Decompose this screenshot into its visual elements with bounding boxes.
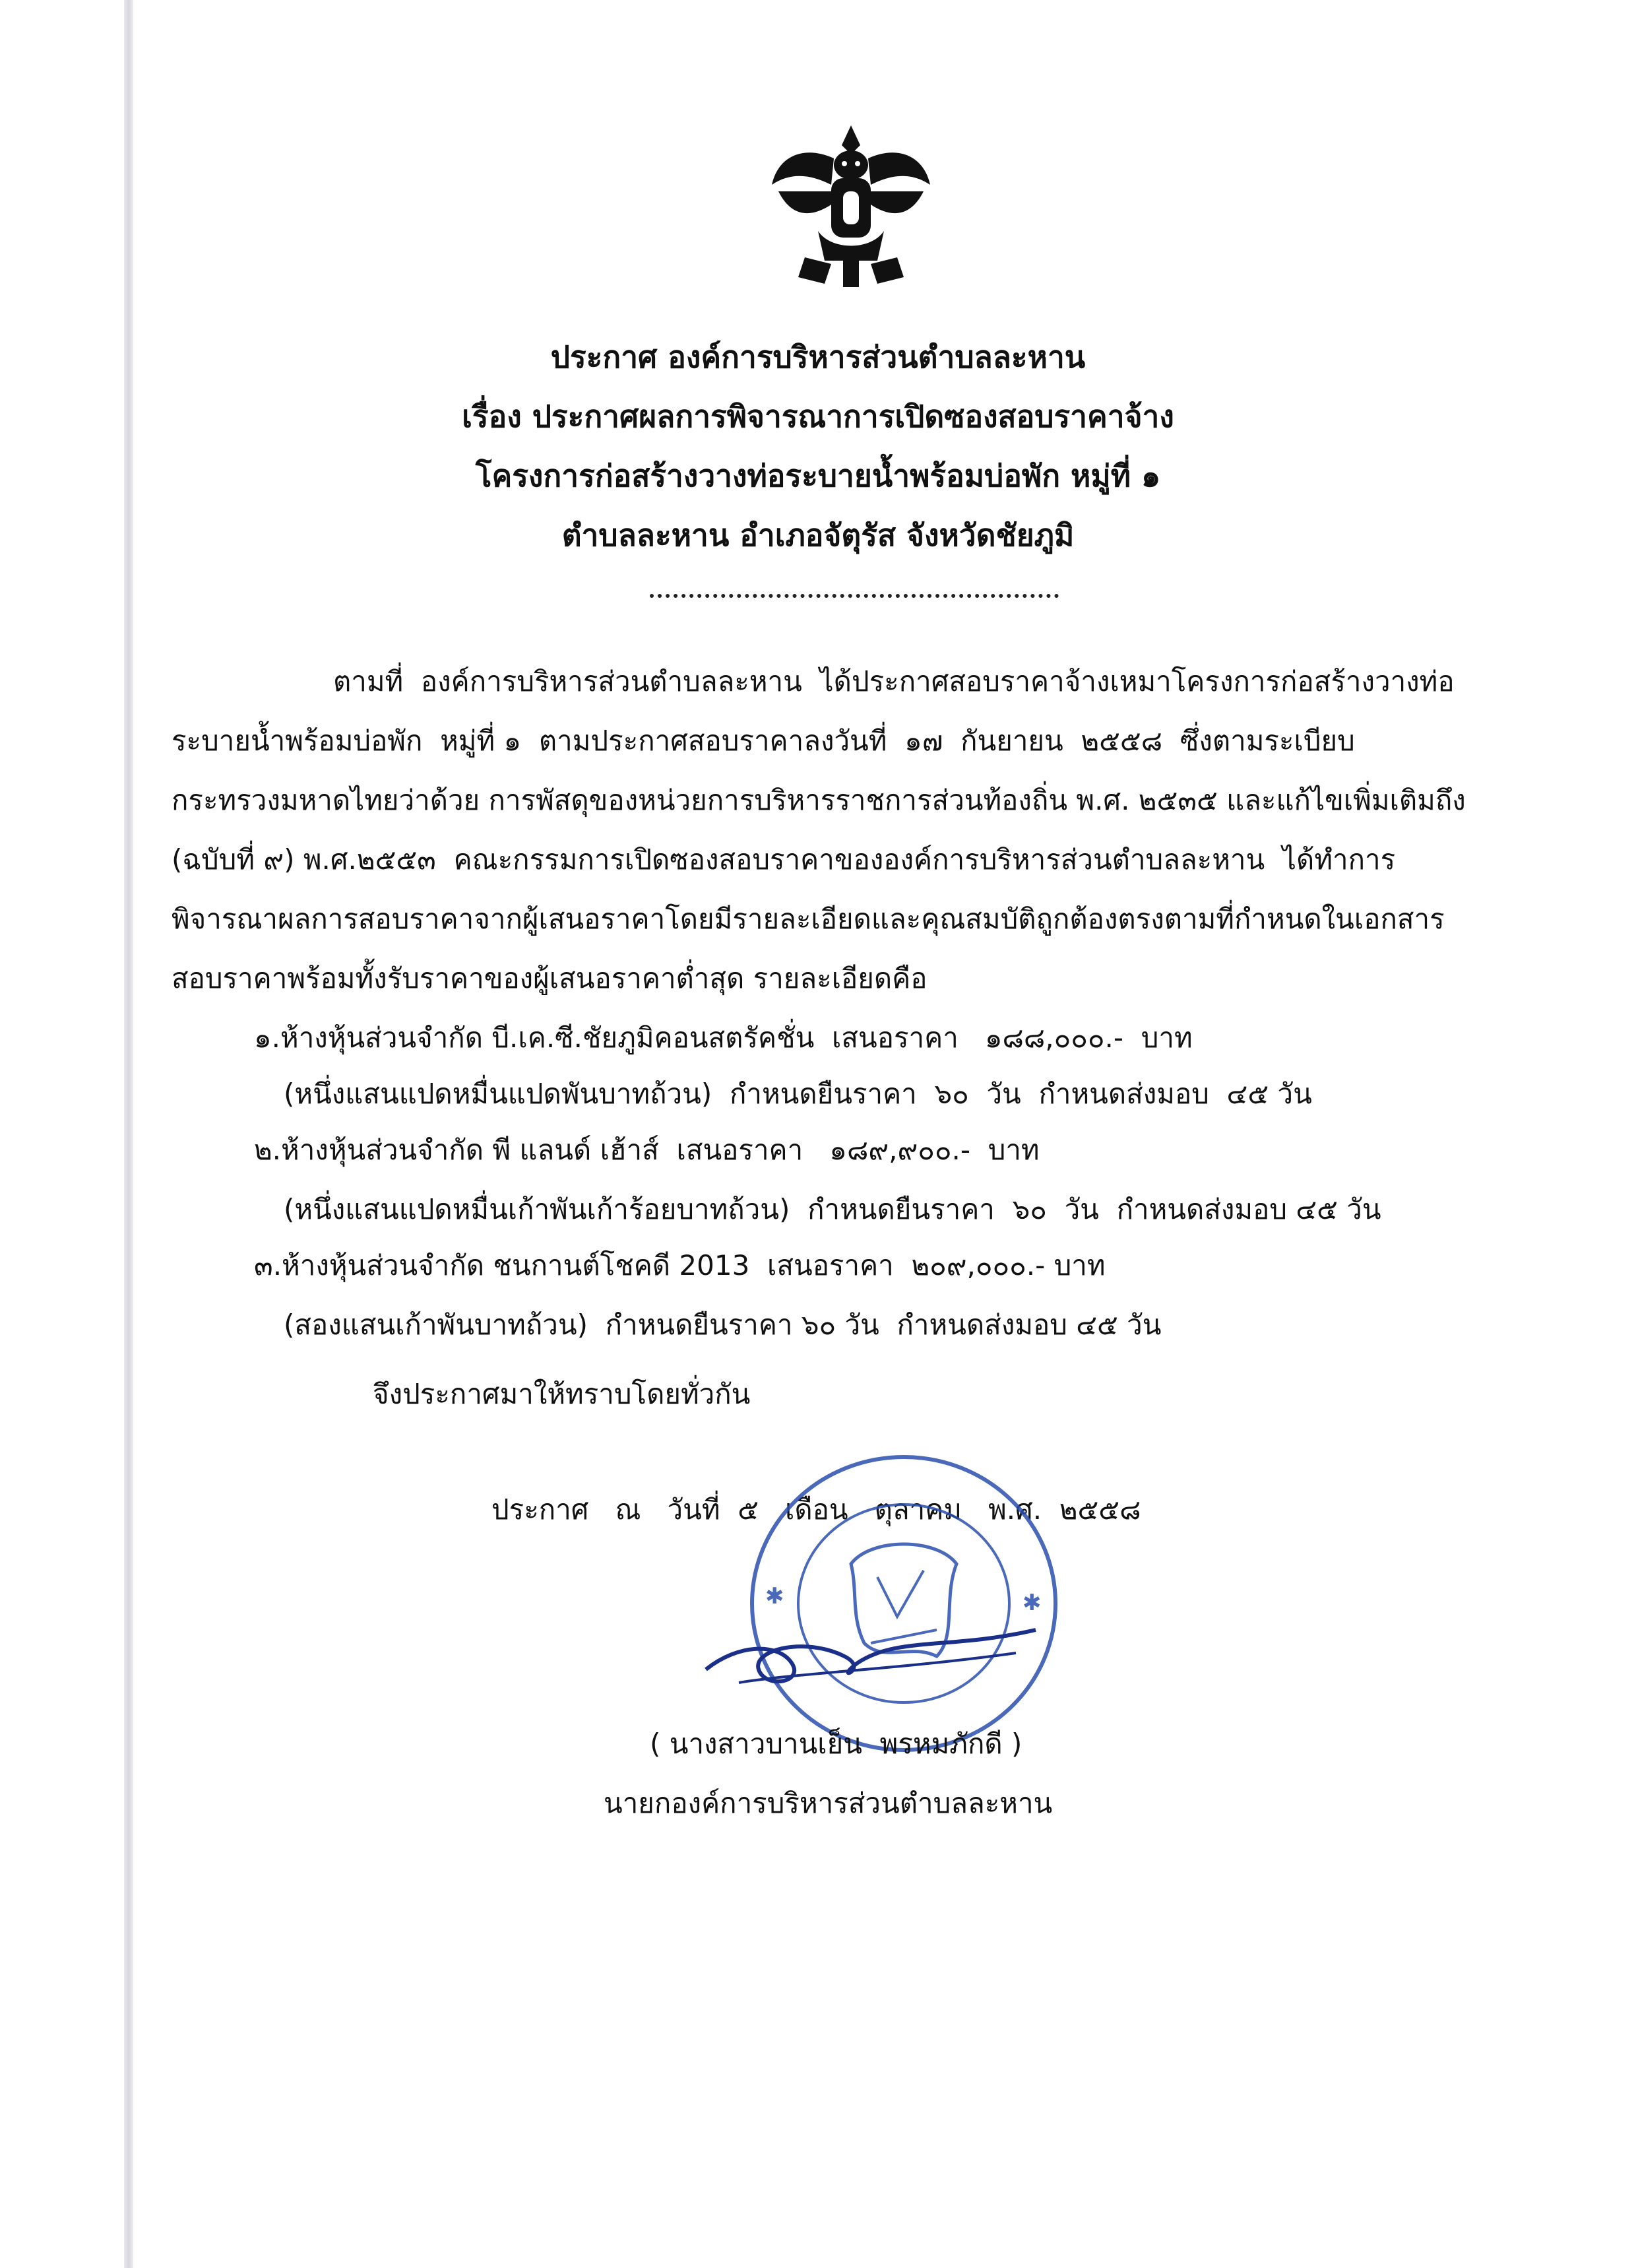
- handwritten-signature: [699, 1617, 1042, 1709]
- bid-item: ๑.ห้างหุ้นส่วนจำกัด บี.เค.ซี.ชัยภูมิคอนสตรัคชั่น เสนอราคา ๑๘๘,๐๐๐.- บาท: [254, 1021, 1193, 1054]
- announcement-heading: ประกาศ องค์การบริหารส่วนตำบลละหาน: [550, 339, 1086, 375]
- bid-detail: (หนึ่งแสนแปดหมื่นแปดพันบาทถ้วน) กำหนดยืนราคา ๖๐ วัน กำหนดส่งมอบ ๔๕ วัน: [284, 1078, 1312, 1110]
- garuda-emblem-icon: [765, 119, 937, 290]
- body-paragraph-line: ระบายน้ำพร้อมบ่อพัก หมู่ที่ ๑ ตามประกาศสอบราคาลงวันที่ ๑๗ กันยายน ๒๕๕๘ ซึ่งตามระเบียบ: [172, 725, 1355, 757]
- bid-detail: (หนึ่งแสนแปดหมื่นเก้าพันเก้าร้อยบาทถ้วน) กำหนดยืนราคา ๖๐ วัน กำหนดส่งมอบ ๔๕ วัน: [284, 1193, 1381, 1225]
- official-seal-icon: [739, 1445, 1069, 1762]
- subject-heading: เรื่อง ประกาศผลการพิจารณาการเปิดซองสอบราคาจ้าง: [462, 399, 1174, 434]
- bid-item: ๒.ห้างหุ้นส่วนจำกัด พี แลนด์ เฮ้าส์ เสนอราคา ๑๘๙,๙๐๐.- บาท: [254, 1134, 1040, 1166]
- signer-title: นายกองค์การบริหารส่วนตำบลละหาน: [604, 1787, 1053, 1819]
- svg-text:✱: ✱: [765, 1583, 784, 1609]
- announcement-date: ประกาศ ณ วันที่ ๕ เดือน ตุลาคม พ.ศ. ๒๕๕๘: [491, 1493, 1141, 1526]
- body-paragraph-line: กระทรวงมหาดไทยว่าด้วย การพัสดุของหน่วยการบริหารราชการส่วนท้องถิ่น พ.ศ. ๒๕๓๕ และแก้ไขเพิ่มเติมถึง: [172, 784, 1466, 816]
- location-heading: ตำบลละหาน อำเภอจัตุรัส จังหวัดชัยภูมิ: [561, 517, 1075, 553]
- body-paragraph-line: พิจารณาผลการสอบราคาจากผู้เสนอราคาโดยมีรายละเอียดและคุณสมบัติถูกต้องตรงตามที่กำหนดในเอกสาร: [172, 903, 1445, 935]
- body-paragraph-line: (ฉบับที่ ๙) พ.ศ.๒๕๕๓ คณะกรรมการเปิดซองสอบราคาขององค์การบริหารส่วนตำบลละหาน ได้ทำการ: [172, 843, 1396, 876]
- signer-name: ( นางสาวบานเย็น พรหมภักดี ): [650, 1728, 1022, 1760]
- bid-item: ๓.ห้างหุ้นส่วนจำกัด ชนกานต์โชคดี 2013 เสนอราคา ๒๐๙,๐๐๐.- บาท: [254, 1249, 1106, 1281]
- closing-statement: จึงประกาศมาให้ทราบโดยทั่วกัน: [373, 1378, 751, 1410]
- body-paragraph-line: ตามที่ องค์การบริหารส่วนตำบลละหาน ได้ประกาศสอบราคาจ้างเหมาโครงการก่อสร้างวางท่อ: [333, 665, 1455, 697]
- dotted-divider: [650, 594, 1059, 598]
- svg-text:✱: ✱: [1022, 1590, 1042, 1616]
- bid-detail: (สองแสนเก้าพันบาทถ้วน) กำหนดยืนราคา ๖๐ วัน กำหนดส่งมอบ ๔๕ วัน: [284, 1309, 1162, 1341]
- body-paragraph-line: สอบราคาพร้อมทั้งรับราคาของผู้เสนอราคาต่ำสุด รายละเอียดคือ: [172, 962, 928, 994]
- project-heading: โครงการก่อสร้างวางท่อระบายน้ำพร้อมบ่อพัก หมู่ที่ ๑: [475, 458, 1161, 494]
